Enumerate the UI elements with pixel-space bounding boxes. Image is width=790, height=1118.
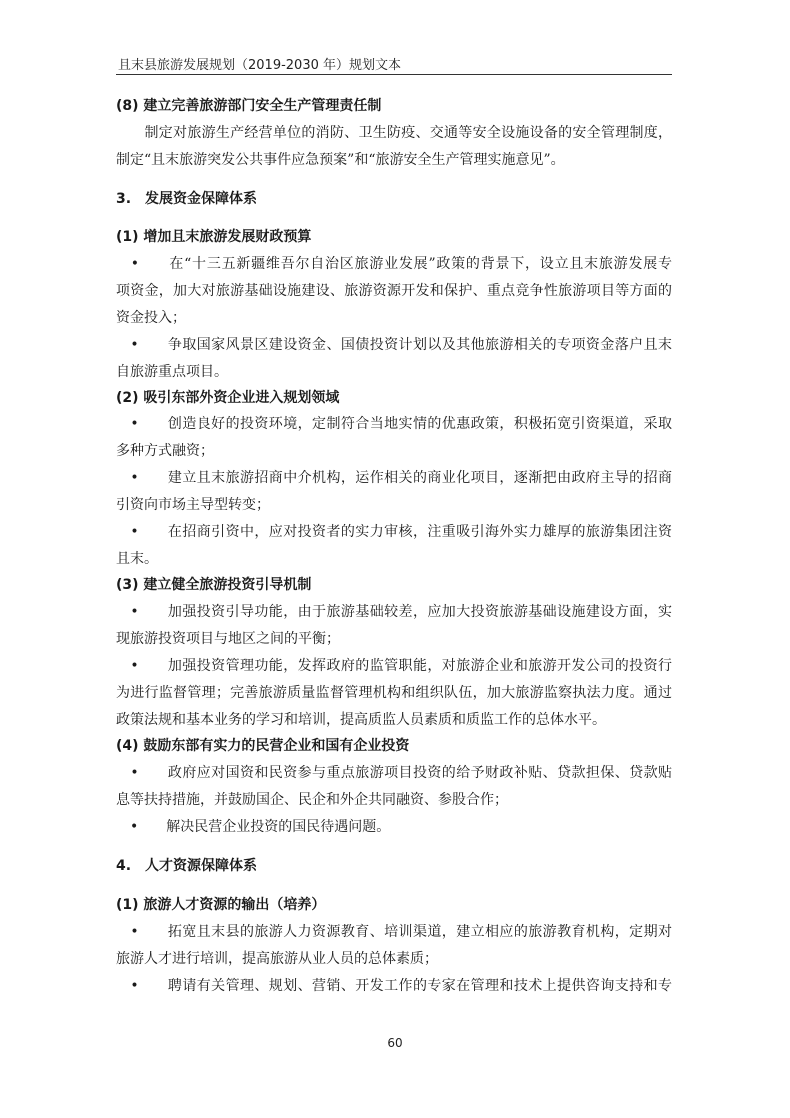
bullet-line: • 聘请有关管理、规划、营销、开发工作的专家在管理和技术上提供咨询支持和专 xyxy=(116,978,672,994)
body-line: 现旅游投资项目与地区之间的平衡； xyxy=(116,631,340,647)
body-line: 引资向市场主导型转变； xyxy=(116,497,270,513)
body-line: 资金投入； xyxy=(116,310,186,326)
subsection-heading-1: (1) 增加且末旅游发展财政预算 xyxy=(116,229,312,245)
bullet-line: • 争取国家风景区建设资金、国债投资计划以及其他旅游相关的专项资金落户且末 xyxy=(116,337,672,353)
bullet-line: • 解决民营企业投资的国民待遇问题。 xyxy=(116,819,391,835)
body-line: 制定对旅游生产经营单位的消防、卫生防疫、交通等安全设施设备的安全管理制度， xyxy=(116,125,672,141)
bullet-line: • 在“十三五新疆维吾尔自治区旅游业发展”政策的背景下，设立且末旅游发展专 xyxy=(116,256,672,272)
bullet-line: • 加强投资引导功能，由于旅游基础较差，应加大投资旅游基础设施建设方面，实 xyxy=(116,604,672,620)
bullet-line: • 建立且末旅游招商中介机构，运作相关的商业化项目，逐渐把由政府主导的招商 xyxy=(116,470,672,486)
bullet-line: • 加强投资管理功能，发挥政府的监管职能，对旅游企业和旅游开发公司的投资行 xyxy=(116,658,672,674)
bullet-line: • 创造良好的投资环境，定制符合当地实情的优惠政策，积极拓宽引资渠道，采取 xyxy=(116,416,672,432)
bullet-line: • 政府应对国资和民资参与重点旅游项目投资的给予财政补贴、贷款担保、贷款贴 xyxy=(116,765,672,781)
body-line: 自旅游重点项目。 xyxy=(116,364,228,380)
page-number: 60 xyxy=(387,1036,403,1050)
body-line: 息等扶持措施，并鼓励国企、民企和外企共同融资、参股合作； xyxy=(116,792,508,808)
subsection-heading-1b: (1) 旅游人才资源的输出（培养） xyxy=(116,897,326,913)
body-line: 制定“且末旅游突发公共事件应急预案”和“旅游安全生产管理实施意见”。 xyxy=(116,152,565,168)
body-line: 项资金，加大对旅游基础设施建设、旅游资源开发和保护、重点竞争性旅游项目等方面的 xyxy=(116,283,672,299)
body-line: 多种方式融资； xyxy=(116,443,214,459)
section-heading-3: 3. 发展资金保障体系 xyxy=(116,191,258,207)
section-heading-4: 4. 人才资源保障体系 xyxy=(116,858,258,874)
subsection-heading-4: (4) 鼓励东部有实力的民营企业和国有企业投资 xyxy=(116,738,410,754)
subsection-heading-3: (3) 建立健全旅游投资引导机制 xyxy=(116,577,312,593)
body-line: 为进行监督管理；完善旅游质量监督管理机构和组织队伍，加大旅游监察执法力度。通过 xyxy=(116,685,672,701)
subsection-heading-2: (2) 吸引东部外资企业进入规划领域 xyxy=(116,390,340,406)
bullet-line: • 在招商引资中，应对投资者的实力审核，注重吸引海外实力雄厚的旅游集团注资 xyxy=(116,524,672,540)
header-divider xyxy=(116,74,672,75)
subsection-heading-8: (8) 建立完善旅游部门安全生产管理责任制 xyxy=(116,98,382,114)
body-line: 旅游人才进行培训，提高旅游从业人员的总体素质； xyxy=(116,951,438,967)
body-line: 且末。 xyxy=(116,551,158,567)
page-header-title: 且末县旅游发展规划（2019-2030 年）规划文本 xyxy=(118,58,401,73)
body-line: 政策法规和基本业务的学习和培训，提高质监人员素质和质监工作的总体水平。 xyxy=(116,712,606,728)
bullet-line: • 拓宽且末县的旅游人力资源教育、培训渠道，建立相应的旅游教育机构，定期对 xyxy=(116,924,672,940)
